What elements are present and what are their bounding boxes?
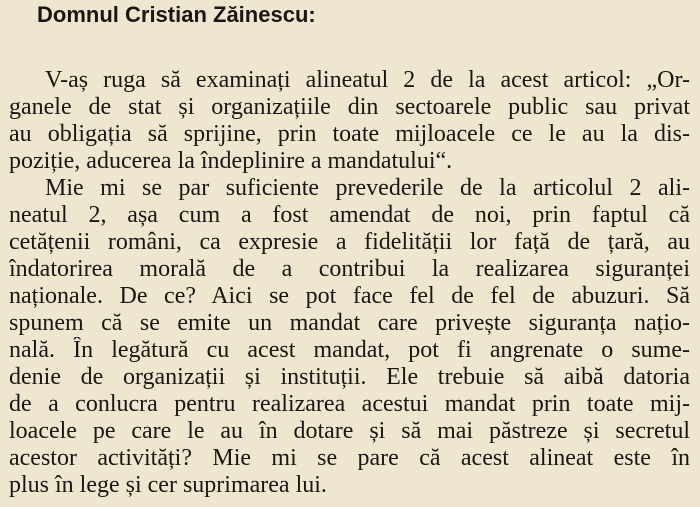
- speaker-heading: Domnul Cristian Zăinescu:: [37, 2, 316, 27]
- text-line: îndatorirea morală de a contribui la realizarea siguranței: [9, 256, 690, 282]
- text-line: denie de organizații și instituții. Ele trebuie să aibă datoria: [9, 364, 690, 390]
- text-line: ganele de stat și organizațiile din sectoarele public sau privat: [9, 94, 690, 120]
- text-line: au obligația să sprijine, prin toate mijloacele ce le au la dis-: [9, 121, 690, 147]
- text-line: neatul 2, așa cum a fost amendat de noi, prin faptul că: [9, 202, 690, 228]
- text-line: nală. În legătură cu acest mandat, pot fi angrenate o sume-: [9, 337, 690, 363]
- text-line: loacele pe care le au în dotare și să mai păstreze și secretul: [9, 418, 690, 444]
- text-line: Mie mi se par suficiente prevederile de la articolul 2 ali-: [45, 175, 690, 201]
- text-line: spunem că se emite un mandat care privește siguranța națio-: [9, 310, 690, 336]
- text-line: V-aș ruga să examinați alineatul 2 de la acest articol: „Or-: [45, 67, 690, 93]
- text-line: poziție, aducerea la îndeplinire a mandatului“.: [9, 148, 453, 174]
- text-line: naționale. De ce? Aici se pot face fel de fel de abuzuri. Să: [9, 283, 690, 309]
- text-line: acestor activități? Mie mi se pare că acest alineat este în: [9, 445, 690, 471]
- text-line: de a conlucra pentru realizarea acestui mandat prin toate mij-: [9, 391, 690, 417]
- text-line: cetățenii români, ca expresie a fidelității lor față de țară, au: [9, 229, 690, 255]
- text-line: plus în lege și cer suprimarea lui.: [9, 472, 327, 498]
